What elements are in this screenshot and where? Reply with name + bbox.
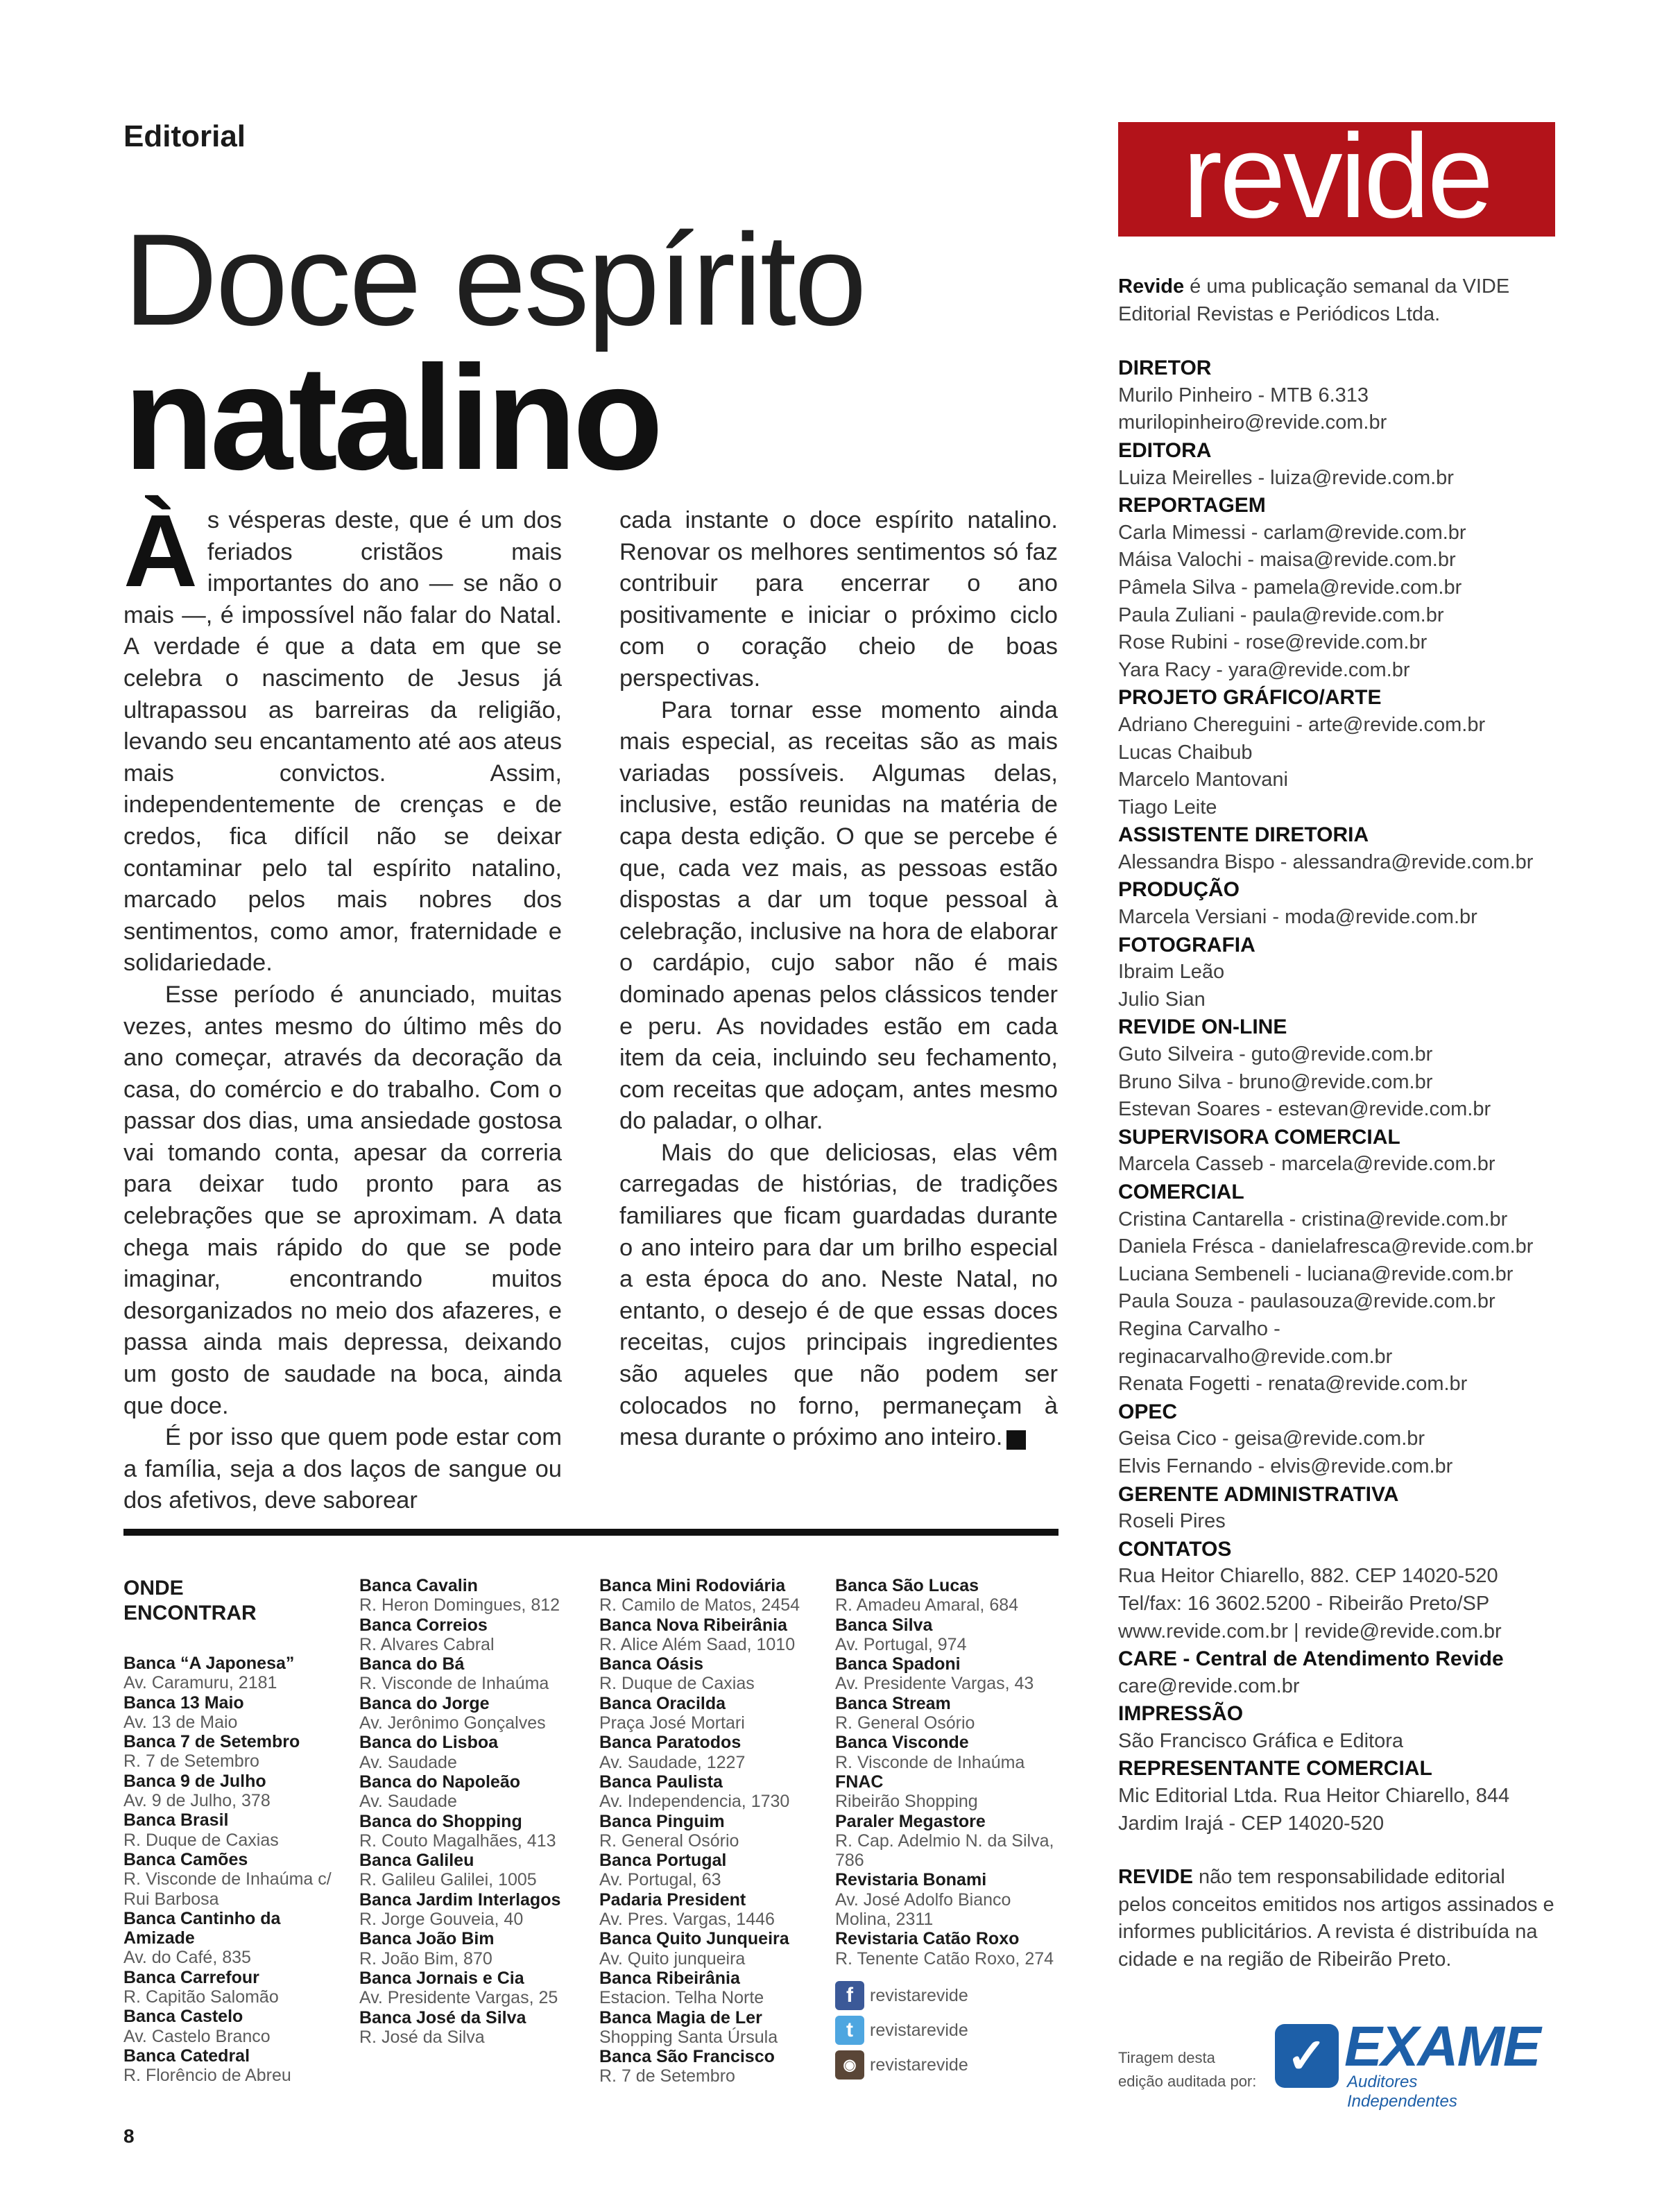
newsstand-entry [123, 1909, 352, 1968]
newsstand-entry [835, 1694, 1064, 1733]
newsstand-name: Banca Visconde [835, 1733, 969, 1753]
masthead-heading: PRODUÇÃO [1118, 878, 1240, 902]
facebook-icon: f [835, 1981, 864, 2010]
newsstand-address: Praça José Mortari [599, 1713, 745, 1733]
newsstand-address: R. Florêncio de Abreu [123, 2066, 291, 2086]
newsstand-address: R. João Bim, 870 [359, 1948, 492, 1969]
page-number: 8 [123, 2125, 135, 2147]
newsstand-address: R. Duque de Caxias [123, 1830, 279, 1850]
section-divider [123, 1529, 1058, 1536]
where-column-3 [599, 1576, 828, 2086]
newsstand-address: Av. do Café, 835 [123, 1948, 251, 1968]
newsstand-entry [359, 1615, 588, 1655]
newsstand-entry [599, 1890, 828, 1930]
masthead-heading: REVIDE ON-LINE [1118, 1015, 1287, 1039]
masthead [1118, 273, 1555, 1974]
newsstand-address: R. 7 de Setembro [599, 2066, 735, 2086]
newsstand-name: Banca Camões [123, 1849, 248, 1869]
masthead-line: Máisa Valochi - maisa@revide.com.br [1118, 549, 1456, 572]
newsstand-name: Revistaria Catão Roxo [835, 1929, 1020, 1949]
masthead-line: Elvis Fernando - elvis@revide.com.br [1118, 1455, 1453, 1477]
article-paragraph: É por isso que quem pode estar com a família, seja a dos laços de sangue ou dos afetivos, deve saborear [123, 1424, 562, 1514]
masthead-disclaimer: REVIDE não tem responsabilidade editorial pelos conceitos emitidos nos artigos assinados e informes publicitários. A revista é distribuída na cidade e na região de Ribeirão Preto. [1118, 1866, 1554, 1971]
newsstand-name: Banca São Francisco [599, 2047, 775, 2067]
newsstand-address: Av. José Adolfo Bianco Molina, 2311 [835, 1889, 1011, 1930]
newsstand-address: Av. Presidente Vargas, 25 [359, 1988, 558, 2008]
newsstand-entry [359, 1851, 588, 1890]
article-paragraph: Esse período é anunciado, muitas vezes, antes mesmo do último mês do ano começar, através da decoração da casa, do comércio e do trabalho. Com o passar dos dias, uma ansiedade gostosa vai tomando conta, apesar da correria para deixar tudo pronto para as celebrações que se aproximam. A data chega mais rápido do que se pode imaginar, encontrando muitos desorganizados no meio dos afazeres, e passa ainda mais depressa, deixando um gosto de saudade na boca, ainda que doce. [123, 981, 562, 1419]
newsstand-entry [359, 1694, 588, 1733]
social-handle: revistarevide [870, 2020, 968, 2040]
newsstand-entry [359, 1929, 588, 1969]
newsstand-address: R. Amadeu Amaral, 684 [835, 1595, 1019, 1615]
masthead-line: Cristina Cantarella - cristina@revide.com.br [1118, 1208, 1508, 1231]
audit-note: Tiragem desta edição auditada por: [1118, 2049, 1257, 2090]
newsstand-entry [359, 1969, 588, 2008]
masthead-staff-list [1118, 354, 1555, 1837]
exame-logo [1275, 2015, 1540, 2111]
instagram-icon: ◉ [835, 2050, 864, 2080]
masthead-line: www.revide.com.br | revide@revide.com.br [1118, 1620, 1502, 1643]
newsstand-name: Banca Cantinho da Amizade [123, 1908, 281, 1948]
newsstand-entry [359, 1812, 588, 1851]
newsstand-entry [599, 1733, 828, 1772]
newsstand-name: Banca Stream [835, 1693, 951, 1713]
newsstand-address: Av. Saudade, 1227 [599, 1752, 746, 1772]
newsstand-address: R. Galileu Galilei, 1005 [359, 1870, 537, 1890]
newsstand-name: Paraler Megastore [835, 1811, 986, 1831]
social-links [835, 1978, 1064, 2082]
newsstand-entry [599, 1772, 828, 1812]
masthead-line: Regina Carvalho - reginacarvalho@revide.com.br [1118, 1317, 1393, 1368]
masthead-line: São Francisco Gráfica e Editora [1118, 1729, 1404, 1752]
newsstand-name: Banca 13 Maio [123, 1692, 244, 1713]
masthead-intro: Revide é uma publicação semanal da VIDE Editorial Revistas e Periódicos Ltda. [1118, 275, 1510, 325]
newsstand-address: R. Couto Magalhães, 413 [359, 1831, 556, 1851]
newsstand-address: Av. Independencia, 1730 [599, 1792, 790, 1812]
masthead-line: Marcela Versiani - moda@revide.com.br [1118, 906, 1477, 929]
newsstand-entry [123, 1968, 352, 2007]
newsstand-name: Banca Silva [835, 1615, 933, 1635]
newsstand-address: R. Visconde de Inhaúma c/ Rui Barbosa [123, 1869, 332, 1909]
newsstand-entry [599, 1615, 828, 1655]
article-column-1 [123, 494, 562, 1517]
newsstand-entry [123, 1772, 352, 1811]
newsstand-entry [835, 1929, 1064, 1969]
masthead-heading: REPORTAGEM [1118, 494, 1266, 517]
newsstand-entry [123, 2007, 352, 2046]
newsstand-entry [123, 1850, 352, 1909]
newsstand-name: Banca Oásis [599, 1654, 704, 1674]
newsstand-name: Banca Jardim Interlagos [359, 1889, 561, 1910]
newsstand-address: R. Alice Além Saad, 1010 [599, 1634, 796, 1654]
masthead-line: Carla Mimessi - carlam@revide.com.br [1118, 521, 1466, 544]
masthead-line: Rua Heitor Chiarello, 882. CEP 14020-520 [1118, 1565, 1498, 1588]
newsstand-address: R. Duque de Caxias [599, 1674, 755, 1694]
newsstand-address: R. Jorge Gouveia, 40 [359, 1910, 524, 1930]
newsstand-entry [359, 1772, 588, 1812]
masthead-line: Luciana Sembeneli - luciana@revide.com.br [1118, 1262, 1514, 1285]
masthead-line: Mic Editorial Ltda. Rua Heitor Chiarello, 844 [1118, 1785, 1510, 1808]
newsstand-entry [599, 1654, 828, 1694]
article-paragraph: Às vésperas deste, que é um dos feriados cristãos mais importantes do ano — se não o mais —, é impossível não falar do Natal. A verdade é que a data em que se celebra o nascimento de Jesus já ultrapassou as barreiras da religião, levando seu encantamento até aos ateus mais convictos. Assim, independentemente de crenças e de credos, fica difícil não se deixar contaminar pelo tal espírito natalino, marcado pelos mais nobres dos sentimentos, como amor, fraternidade e solidariedade. [123, 494, 562, 977]
newsstand-address: Av. Saudade [359, 1792, 457, 1812]
newsstand-address: R. Heron Domingues, 812 [359, 1595, 560, 1615]
newsstand-address: R. Visconde de Inhaúma [835, 1752, 1025, 1772]
masthead-heading: EDITORA [1118, 438, 1212, 462]
twitter-icon: t [835, 2016, 864, 2045]
headline-line-2: natalino [123, 335, 660, 501]
newsstand-entry [835, 1870, 1064, 1929]
newsstand-entry [359, 1733, 588, 1772]
newsstand-name: Banca Cavalin [359, 1576, 478, 1595]
masthead-line: Marcelo Mantovani [1118, 769, 1288, 791]
masthead-line: Pâmela Silva - pamela@revide.com.br [1118, 576, 1462, 599]
masthead-line: Paula Zuliani - paula@revide.com.br [1118, 603, 1444, 626]
masthead-line: Roseli Pires [1118, 1510, 1226, 1533]
newsstand-address: Av. Saudade [359, 1752, 457, 1772]
newsstand-name: Banca Portugal [599, 1851, 727, 1871]
newsstand-name: Banca Paratodos [599, 1733, 742, 1753]
masthead-heading: SUPERVISORA COMERCIAL [1118, 1125, 1400, 1149]
checkmark-icon: ✓ [1275, 2024, 1339, 2088]
newsstand-name: Banca Quito Junqueira [599, 1929, 789, 1949]
newsstand-name: FNAC [835, 1772, 884, 1792]
headline [123, 207, 1060, 501]
newsstand-address: Av. Quito junqueira [599, 1948, 746, 1969]
newsstand-name: Banca João Bim [359, 1929, 495, 1949]
newsstand-address: R. Camilo de Matos, 2454 [599, 1595, 800, 1615]
social-handle: revistarevide [870, 1985, 968, 2005]
newsstand-address: R. Capitão Salomão [123, 1987, 279, 2007]
masthead-line: Jardim Irajá - CEP 14020-520 [1118, 1812, 1385, 1835]
masthead-heading: REPRESENTANTE COMERCIAL [1118, 1757, 1432, 1781]
newsstand-address: Ribeirão Shopping [835, 1792, 978, 1812]
social-twitter[interactable] [835, 2013, 1064, 2048]
newsstand-address: Av. Jerônimo Gonçalves [359, 1713, 546, 1733]
newsstand-name: Banca 9 de Julho [123, 1771, 266, 1791]
masthead-line: Julio Sian [1118, 988, 1206, 1011]
newsstand-entry [835, 1812, 1064, 1871]
masthead-heading: CONTATOS [1118, 1537, 1232, 1561]
headline-line-1: Doce espírito [123, 207, 865, 352]
revide-logo [1118, 122, 1555, 237]
newsstand-address: Av. Portugal, 63 [599, 1870, 721, 1890]
newsstand-entry [123, 1693, 352, 1733]
newsstand-name: Banca José da Silva [359, 2007, 526, 2027]
masthead-heading: GERENTE ADMINISTRATIVA [1118, 1482, 1399, 1506]
newsstand-address: R. Tenente Catão Roxo, 274 [835, 1948, 1054, 1969]
where-column-4-list [835, 1576, 1064, 1969]
newsstand-address: R. Cap. Adelmio N. da Silva, 786 [835, 1831, 1054, 1871]
masthead-line: Marcela Casseb - marcela@revide.com.br [1118, 1153, 1495, 1176]
masthead-line: Bruno Silva - bruno@revide.com.br [1118, 1070, 1433, 1093]
social-instagram[interactable] [835, 2048, 1064, 2082]
newsstand-address: Av. Pres. Vargas, 1446 [599, 1910, 775, 1930]
masthead-line: Murilo Pinheiro - MTB 6.313 [1118, 384, 1369, 406]
newsstand-address: R. General Osório [599, 1831, 739, 1851]
newsstand-name: Banca do Jorge [359, 1693, 490, 1713]
newsstand-entry [359, 2008, 588, 2048]
newsstand-address: Estacion. Telha Norte [599, 1988, 764, 2008]
masthead-heading: ASSISTENTE DIRETORIA [1118, 823, 1369, 847]
newsstand-name: Banca Brasil [123, 1810, 229, 1831]
newsstand-name: Banca Ribeirânia [599, 1968, 740, 1988]
newsstand-name: Banca Castelo [123, 2007, 243, 2027]
newsstand-address: Av. 13 de Maio [123, 1712, 238, 1732]
newsstand-address: Shopping Santa Úrsula [599, 2027, 778, 2047]
newsstand-entry [599, 1929, 828, 1969]
newsstand-name: Banca São Lucas [835, 1576, 979, 1595]
newsstand-name: Banca Correios [359, 1615, 488, 1635]
where-column-1 [123, 1654, 352, 2086]
newsstand-address: Av. 9 de Julho, 378 [123, 1791, 271, 1811]
newsstand-entry [359, 1890, 588, 1930]
masthead-line: Ibraim Leão [1118, 961, 1225, 984]
newsstand-name: Banca Carrefour [123, 1967, 259, 1987]
newsstand-address: R. Visconde de Inhaúma [359, 1674, 549, 1694]
newsstand-name: Banca Nova Ribeirânia [599, 1615, 787, 1635]
newsstand-name: Revistaria Bonami [835, 1870, 987, 1890]
newsstand-address: Av. Presidente Vargas, 43 [835, 1674, 1034, 1694]
newsstand-name: Banca do Napoleão [359, 1772, 520, 1792]
social-handle: revistarevide [870, 2055, 968, 2075]
masthead-line: Yara Racy - yara@revide.com.br [1118, 658, 1410, 681]
where-column-2 [359, 1576, 588, 2047]
masthead-heading: DIRETOR [1118, 357, 1212, 380]
newsstand-entry [599, 1812, 828, 1851]
newsstand-entry [599, 2008, 828, 2048]
masthead-heading: PROJETO GRÁFICO/ARTE [1118, 686, 1382, 710]
logo-text: revide [1182, 122, 1491, 237]
newsstand-entry [599, 1694, 828, 1733]
newsstand-address: Av. Portugal, 974 [835, 1634, 967, 1654]
newsstand-entry [835, 1654, 1064, 1694]
newsstand-entry [835, 1733, 1064, 1772]
masthead-line: Renata Fogetti - renata@revide.com.br [1118, 1373, 1468, 1396]
drop-cap: À [123, 494, 198, 608]
newsstand-name: Banca 7 de Setembro [123, 1732, 300, 1752]
masthead-line: Geisa Cico - geisa@revide.com.br [1118, 1427, 1425, 1450]
newsstand-address: Av. Caramuru, 2181 [123, 1673, 277, 1693]
newsstand-entry [359, 1576, 588, 1615]
newsstand-address: R. José da Silva [359, 2027, 485, 2047]
newsstand-entry [599, 1851, 828, 1890]
newsstand-entry [599, 2047, 828, 2086]
masthead-line: Tiago Leite [1118, 796, 1217, 818]
section-label: Editorial [123, 119, 246, 153]
masthead-line: murilopinheiro@revide.com.br [1118, 411, 1387, 434]
newsstand-entry [599, 1576, 828, 1615]
masthead-heading: COMERCIAL [1118, 1181, 1244, 1203]
masthead-line: Daniela Frésca - danielafresca@revide.com.br [1118, 1235, 1534, 1258]
newsstand-address: R. 7 de Setembro [123, 1751, 259, 1772]
newsstand-entry [123, 2046, 352, 2086]
newsstand-entry [835, 1772, 1064, 1812]
newsstand-name: Banca Spadoni [835, 1654, 961, 1674]
masthead-line: care@revide.com.br [1118, 1674, 1300, 1697]
newsstand-name: Banca Galileu [359, 1851, 474, 1871]
masthead-line: Luiza Meirelles - luiza@revide.com.br [1118, 466, 1454, 489]
newsstand-name: Banca Mini Rodoviária [599, 1576, 786, 1595]
newsstand-entry [599, 1969, 828, 2008]
where-to-find-title: ONDE ENCONTRAR [123, 1577, 257, 1624]
masthead-heading: OPEC [1118, 1400, 1178, 1423]
newsstand-name: Banca “A Japonesa” [123, 1654, 295, 1673]
masthead-line: Guto Silveira - guto@revide.com.br [1118, 1043, 1433, 1066]
where-column-4 [835, 1576, 1064, 2082]
masthead-line: Paula Souza - paulasouza@revide.com.br [1118, 1290, 1495, 1313]
newsstand-entry [835, 1615, 1064, 1655]
article-column-2 [619, 505, 1058, 1454]
social-facebook[interactable] [835, 1978, 1064, 2013]
newsstand-name: Banca Jornais e Cia [359, 1968, 524, 1988]
newsstand-name: Banca Paulista [599, 1772, 723, 1792]
end-mark-icon: r [1006, 1430, 1026, 1450]
masthead-line: Estevan Soares - estevan@revide.com.br [1118, 1098, 1491, 1121]
newsstand-entry [123, 1654, 352, 1693]
newsstand-name: Banca Oracilda [599, 1693, 726, 1713]
masthead-line: Tel/fax: 16 3602.5200 - Ribeirão Preto/SP [1118, 1592, 1490, 1615]
newsstand-entry [123, 1810, 352, 1850]
newsstand-address: R. General Osório [835, 1713, 975, 1733]
newsstand-address: R. Alvares Cabral [359, 1634, 495, 1654]
masthead-line: Adriano Chereguini - arte@revide.com.br [1118, 713, 1486, 736]
masthead-line: Lucas Chaibub [1118, 741, 1253, 764]
newsstand-name: Padaria President [599, 1889, 746, 1910]
newsstand-entry [123, 1732, 352, 1772]
masthead-heading: IMPRESSÃO [1118, 1702, 1244, 1726]
newsstand-entry [359, 1654, 588, 1694]
masthead-line: Alessandra Bispo - alessandra@revide.com.br [1118, 850, 1534, 873]
exame-subtitle: Auditores Independentes [1347, 2073, 1457, 2111]
masthead-line: Rose Rubini - rose@revide.com.br [1118, 631, 1428, 654]
masthead-heading: FOTOGRAFIA [1118, 933, 1255, 957]
newsstand-name: Banca do Bá [359, 1654, 465, 1674]
newsstand-name: Banca do Shopping [359, 1811, 522, 1831]
newsstand-entry [835, 1576, 1064, 1615]
article-paragraph: Mais do que deliciosas, elas vêm carregadas de histórias, de tradições familiares que ficam guardadas durante o ano inteiro para dar um brilho especial a esta época do ano. Neste Natal, no entanto, o desejo é de que essas doces receitas, cujos principais ingredientes são aqueles que não podem ser colocados no forno, permaneçam à mesa durante o próximo ano inteiro. r [619, 1139, 1058, 1451]
article-paragraph: cada instante o doce espírito natalino. Renovar os melhores sentimentos só faz contribuir para encerrar o ano positivamente e iniciar o próximo ciclo com o coração cheio de boas perspectivas. [619, 507, 1058, 692]
newsstand-address: Av. Castelo Branco [123, 2026, 271, 2046]
newsstand-name: Banca Pinguim [599, 1811, 725, 1831]
newsstand-name: Banca Catedral [123, 2046, 250, 2066]
newsstand-name: Banca do Lisboa [359, 1733, 499, 1753]
masthead-heading: CARE - Central de Atendimento Revide [1118, 1647, 1504, 1671]
article-paragraph: Para tornar esse momento ainda mais especial, as receitas são as mais variadas possíveis. Algumas delas, inclusive, estão reunidas na matéria de capa desta edição. O que se percebe é que, cada vez mais, as pessoas estão dispostas a dar um toque pessoal à celebração, inclusive na hora de elaborar o cardápio, cujo sabor não é mais dominado apenas pelos clássicos tender e peru. As novidades estão em cada item da ceia, incluindo seu fechamento, com receitas que adoçam, antes mesmo do paladar, o olhar. [619, 696, 1058, 1135]
exame-wordmark: EXAME [1344, 2015, 1540, 2078]
newsstand-name: Banca Magia de Ler [599, 2007, 762, 2027]
